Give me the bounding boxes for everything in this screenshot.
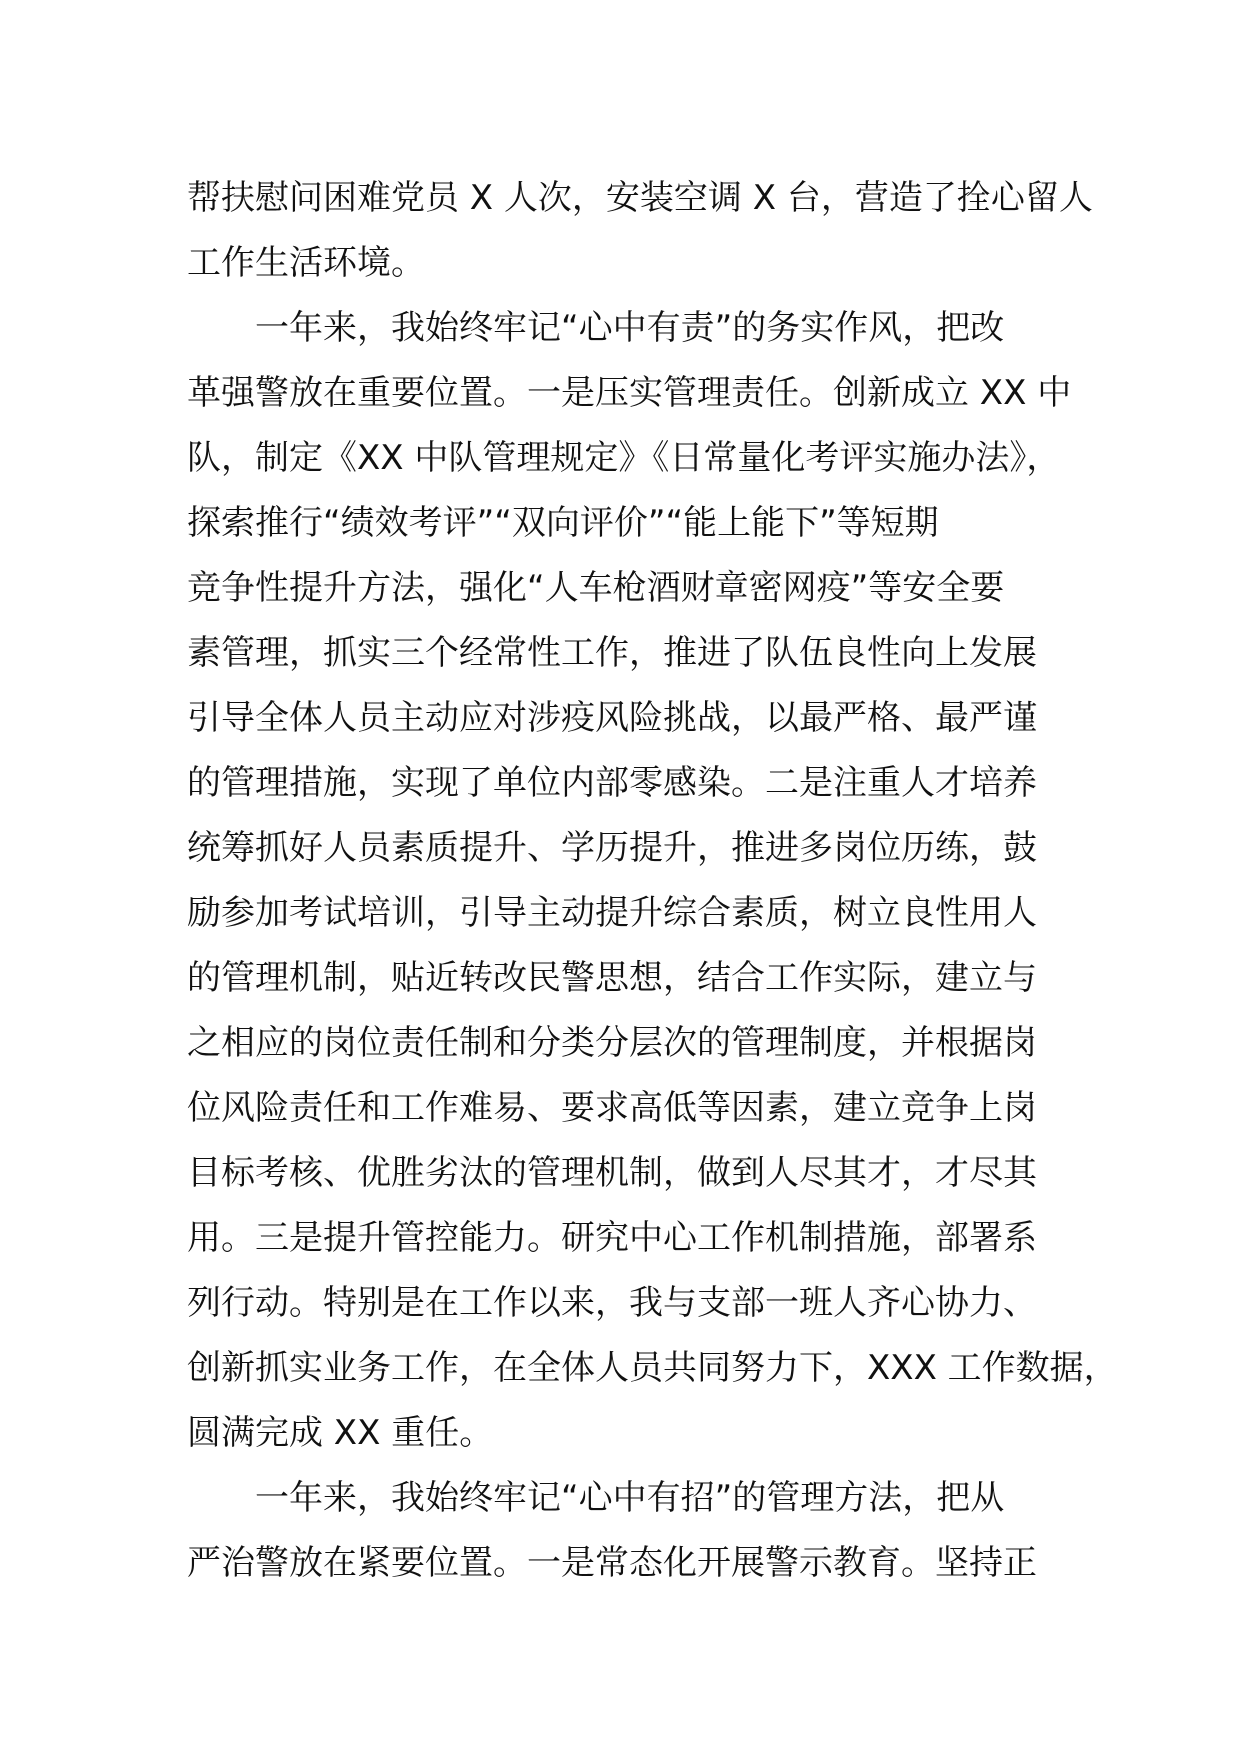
text-line: 的管理措施，实现了单位内部零感染。二是注重人才培养 [187,763,1037,803]
text-line: 革强警放在重要位置。一是压实管理责任。创新成立 XX 中 [187,373,1072,413]
body-text [187,166,1118,1596]
text-line: 目标考核、优胜劣汰的管理机制，做到人尽其才，才尽其 [187,1153,1037,1193]
text-line: 帮扶慰问困难党员 X 人次，安装空调 X 台，营造了拴心留人 [187,178,1093,218]
text-line: 竞争性提升方法，强化“人车枪酒财章密网疫”等安全要 [187,568,1005,608]
text-line: 探索推行“绩效考评”“双向评价”“能上能下”等短期 [187,503,939,543]
text-line: 创新抓实业务工作，在全体人员共同努力下，XXX 工作数据， [187,1348,1118,1388]
text-line: 圆满完成 XX 重任。 [187,1413,494,1453]
paragraph-first-line: 一年来，我始终牢记“心中有招”的管理方法，把从 [255,1478,1005,1518]
text-line: 工作生活环境。 [187,243,425,283]
text-line: 用。三是提升管控能力。研究中心工作机制措施，部署系 [187,1218,1037,1258]
paragraph-first-line: 一年来，我始终牢记“心中有责”的务实作风，把改 [255,308,1005,348]
text-line: 素管理，抓实三个经常性工作，推进了队伍良性向上发展 [187,633,1037,673]
text-line: 位风险责任和工作难易、要求高低等因素，建立竞争上岗 [187,1088,1037,1128]
text-line: 励参加考试培训，引导主动提升综合素质，树立良性用人 [187,893,1037,933]
text-line: 之相应的岗位责任制和分类分层次的管理制度，并根据岗 [187,1023,1037,1063]
text-line: 的管理机制，贴近转改民警思想，结合工作实际，建立与 [187,958,1037,998]
text-line: 统筹抓好人员素质提升、学历提升，推进多岗位历练，鼓 [187,828,1037,868]
text-line: 引导全体人员主动应对涉疫风险挑战，以最严格、最严谨 [187,698,1037,738]
text-line: 严治警放在紧要位置。一是常态化开展警示教育。坚持正 [187,1543,1037,1583]
text-line: 列行动。特别是在工作以来，我与支部一班人齐心协力、 [187,1283,1037,1323]
text-line: 队，制定《XX 中队管理规定》《日常量化考评实施办法》， [187,438,1061,478]
